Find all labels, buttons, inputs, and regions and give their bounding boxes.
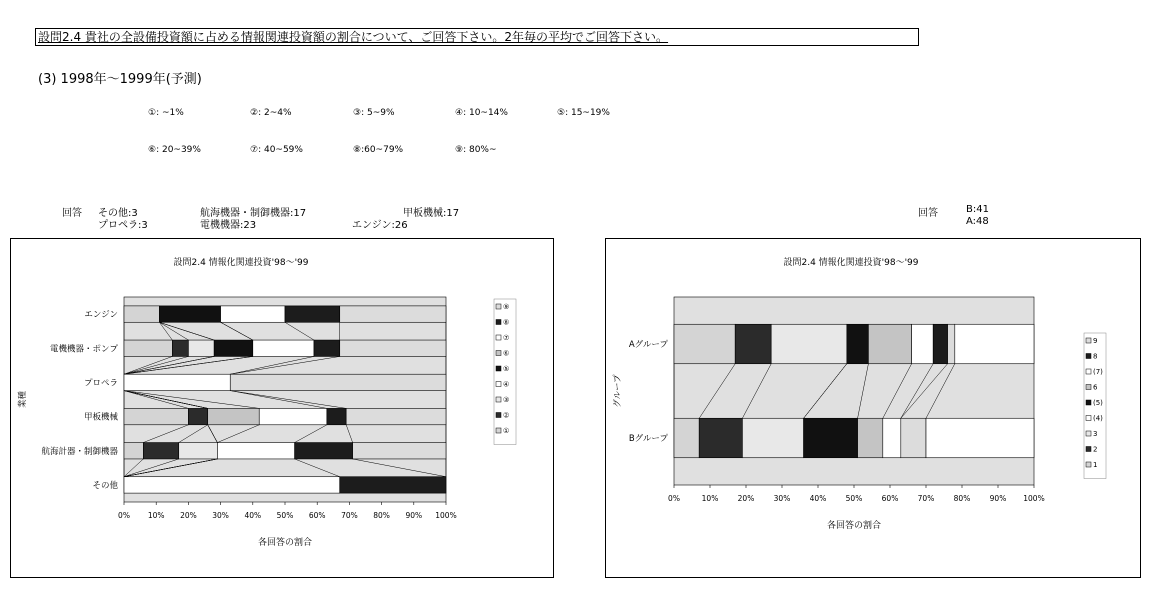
y-axis-label: グループ — [613, 374, 623, 408]
legend-swatch — [496, 304, 501, 309]
bar-segment — [295, 443, 353, 459]
bar-segment — [948, 324, 955, 363]
x-tick-label: 60% — [881, 494, 899, 503]
category-label: Bグループ — [628, 434, 668, 444]
y-axis-label: 業種 — [18, 390, 28, 409]
category-label: 甲板機械 — [83, 412, 118, 423]
x-tick-label: 70% — [341, 511, 358, 520]
left-chart — [11, 239, 553, 577]
legend-label: ⑧ — [503, 318, 510, 327]
option-1: ①: ~1% — [148, 108, 184, 118]
x-tick-label: 60% — [308, 511, 326, 520]
legend-label: ④ — [503, 380, 510, 389]
chart-title: 設問2.4 情報化関連投資'98～'99 — [173, 258, 309, 268]
bar-segment — [124, 443, 143, 459]
bar-segment — [735, 324, 771, 363]
legend-label: 8 — [1093, 352, 1098, 361]
bar-segment — [742, 418, 803, 457]
bar-segment — [933, 324, 947, 363]
bar-segment — [699, 418, 742, 457]
bar-segment — [346, 408, 446, 424]
x-tick-label: 80% — [953, 494, 971, 503]
bar-segment — [847, 324, 869, 363]
bar-segment — [353, 443, 446, 459]
x-tick-label: 30% — [212, 511, 229, 520]
bar-segment — [883, 418, 901, 457]
respondent-engine: エンジン:26 — [352, 220, 408, 231]
bar-segment — [314, 340, 340, 356]
x-tick-label: 30% — [773, 494, 791, 503]
legend-label: ⑤ — [503, 365, 510, 373]
bar-segment — [188, 340, 214, 356]
option-8: ⑧:60~79% — [353, 145, 404, 155]
x-tick-label: 0% — [668, 494, 680, 503]
bar-segment — [230, 374, 446, 390]
legend-label: ② — [503, 411, 510, 420]
left-chart-panel — [10, 238, 554, 578]
x-tick-label: 20% — [180, 511, 197, 520]
bar-segment — [926, 418, 1034, 457]
bar-segment — [188, 408, 207, 424]
bar-segment — [674, 324, 735, 363]
legend-swatch — [496, 413, 501, 418]
category-label: 電機機器・ポンプ — [49, 344, 118, 355]
x-tick-label: 90% — [989, 494, 1007, 503]
category-label: Aグループ — [628, 340, 668, 350]
bar-segment — [340, 340, 446, 356]
option-3: ③: 5~9% — [353, 108, 395, 118]
legend-label: ① — [503, 427, 510, 435]
legend-swatch — [1086, 369, 1091, 374]
category-label: 航海計器・制御機器 — [41, 446, 118, 457]
x-tick-label: 10% — [701, 494, 719, 503]
right-chart — [606, 239, 1140, 577]
legend-label: ③ — [503, 396, 510, 404]
legend-swatch — [1086, 354, 1091, 359]
bar-segment — [124, 408, 188, 424]
respondent-navigation: 航海機器・制御機器:17 — [200, 208, 307, 219]
legend-swatch — [1086, 462, 1091, 467]
right-chart-panel — [605, 238, 1141, 578]
legend-label: 2 — [1093, 445, 1098, 454]
bar-segment — [285, 306, 340, 322]
legend-label: 6 — [1093, 383, 1098, 392]
legend-label: 3 — [1093, 430, 1098, 438]
x-tick-label: 90% — [405, 511, 423, 520]
legend-swatch — [496, 428, 501, 433]
x-tick-label: 40% — [244, 511, 262, 520]
x-tick-label: 10% — [147, 511, 165, 520]
bar-segment — [124, 340, 172, 356]
legend-swatch — [1086, 338, 1091, 343]
respondent-other: その他:3 — [98, 208, 138, 219]
x-tick-label: 50% — [845, 494, 863, 503]
legend-swatch — [1086, 385, 1091, 390]
legend-swatch — [496, 397, 501, 402]
bar-segment — [253, 340, 314, 356]
bar-segment — [124, 306, 159, 322]
bar-segment — [214, 340, 253, 356]
bar-segment — [179, 443, 218, 459]
bar-segment — [674, 418, 699, 457]
x-axis-label: 各回答の割合 — [826, 521, 882, 531]
legend-label: ⑦ — [503, 334, 510, 342]
bar-segment — [804, 418, 858, 457]
bar-segment — [172, 340, 188, 356]
question-title: 設問2.4 貴社の全設備投資額に占める情報関連投資額の割合について、ご回答下さい。2年毎の平均でご回答下さい。 — [35, 28, 919, 46]
plot-area — [124, 297, 446, 502]
right-respondent-label: 回答 — [918, 208, 938, 219]
x-tick-label: 80% — [373, 511, 390, 520]
respondent-a: A:48 — [966, 216, 989, 227]
section-subtitle: (3) 1998年～1999年(予測) — [38, 72, 202, 87]
option-9: ⑨: 80%~ — [455, 145, 497, 155]
bar-segment — [771, 324, 847, 363]
bar-segment — [143, 443, 178, 459]
option-2: ②: 2~4% — [250, 108, 292, 118]
bar-segment — [327, 408, 346, 424]
bar-segment — [912, 324, 934, 363]
bar-segment — [221, 306, 285, 322]
legend-swatch — [496, 335, 501, 340]
category-label: その他 — [92, 480, 118, 491]
legend-swatch — [496, 320, 501, 325]
legend-swatch — [496, 351, 501, 356]
legend-swatch — [1086, 431, 1091, 436]
legend-swatch — [1086, 400, 1091, 405]
legend-label: 1 — [1093, 461, 1098, 469]
bar-segment — [340, 306, 446, 322]
option-4: ④: 10~14% — [455, 108, 508, 118]
bar-segment — [159, 306, 220, 322]
x-tick-label: 40% — [809, 494, 827, 503]
bar-segment — [124, 374, 230, 390]
legend-swatch — [496, 366, 501, 371]
respondent-b: B:41 — [966, 204, 989, 215]
legend-swatch — [1086, 447, 1091, 452]
bar-segment — [858, 418, 883, 457]
option-6: ⑥: 20~39% — [148, 145, 201, 155]
x-tick-label: 20% — [737, 494, 755, 503]
option-5: ⑤: 15~19% — [557, 108, 610, 118]
legend-label: ⑨ — [503, 303, 510, 311]
x-tick-label: 100% — [1023, 494, 1045, 503]
bar-segment — [901, 418, 926, 457]
bar-segment — [208, 408, 260, 424]
respondent-electric: 電機機器:23 — [200, 220, 257, 231]
legend-label: (7) — [1093, 368, 1103, 376]
bar-segment — [955, 324, 1034, 363]
left-respondent-label: 回答 — [62, 208, 82, 219]
respondent-propeller: プロペラ:3 — [98, 220, 148, 231]
legend-label: 9 — [1093, 337, 1098, 345]
category-label: エンジン — [84, 310, 118, 321]
bar-segment — [868, 324, 911, 363]
x-tick-label: 70% — [917, 494, 935, 503]
respondent-deck: 甲板機械:17 — [403, 208, 460, 219]
chart-title: 設問2.4 情報化関連投資'98～'99 — [783, 258, 919, 268]
legend-label: (4) — [1093, 414, 1103, 423]
x-axis-label: 各回答の割合 — [257, 538, 313, 548]
x-tick-label: 100% — [435, 511, 457, 520]
option-7: ⑦: 40~59% — [250, 145, 303, 155]
bar-segment — [217, 443, 294, 459]
category-label: プロペラ — [83, 378, 118, 389]
x-tick-label: 0% — [118, 511, 130, 520]
legend-label: ⑥ — [503, 349, 510, 358]
legend-label: (5) — [1093, 399, 1103, 407]
x-tick-label: 50% — [276, 511, 294, 520]
legend-swatch — [496, 382, 501, 387]
bar-segment — [124, 477, 340, 493]
bar-segment — [340, 477, 446, 493]
legend-swatch — [1086, 416, 1091, 421]
bar-segment — [259, 408, 327, 424]
